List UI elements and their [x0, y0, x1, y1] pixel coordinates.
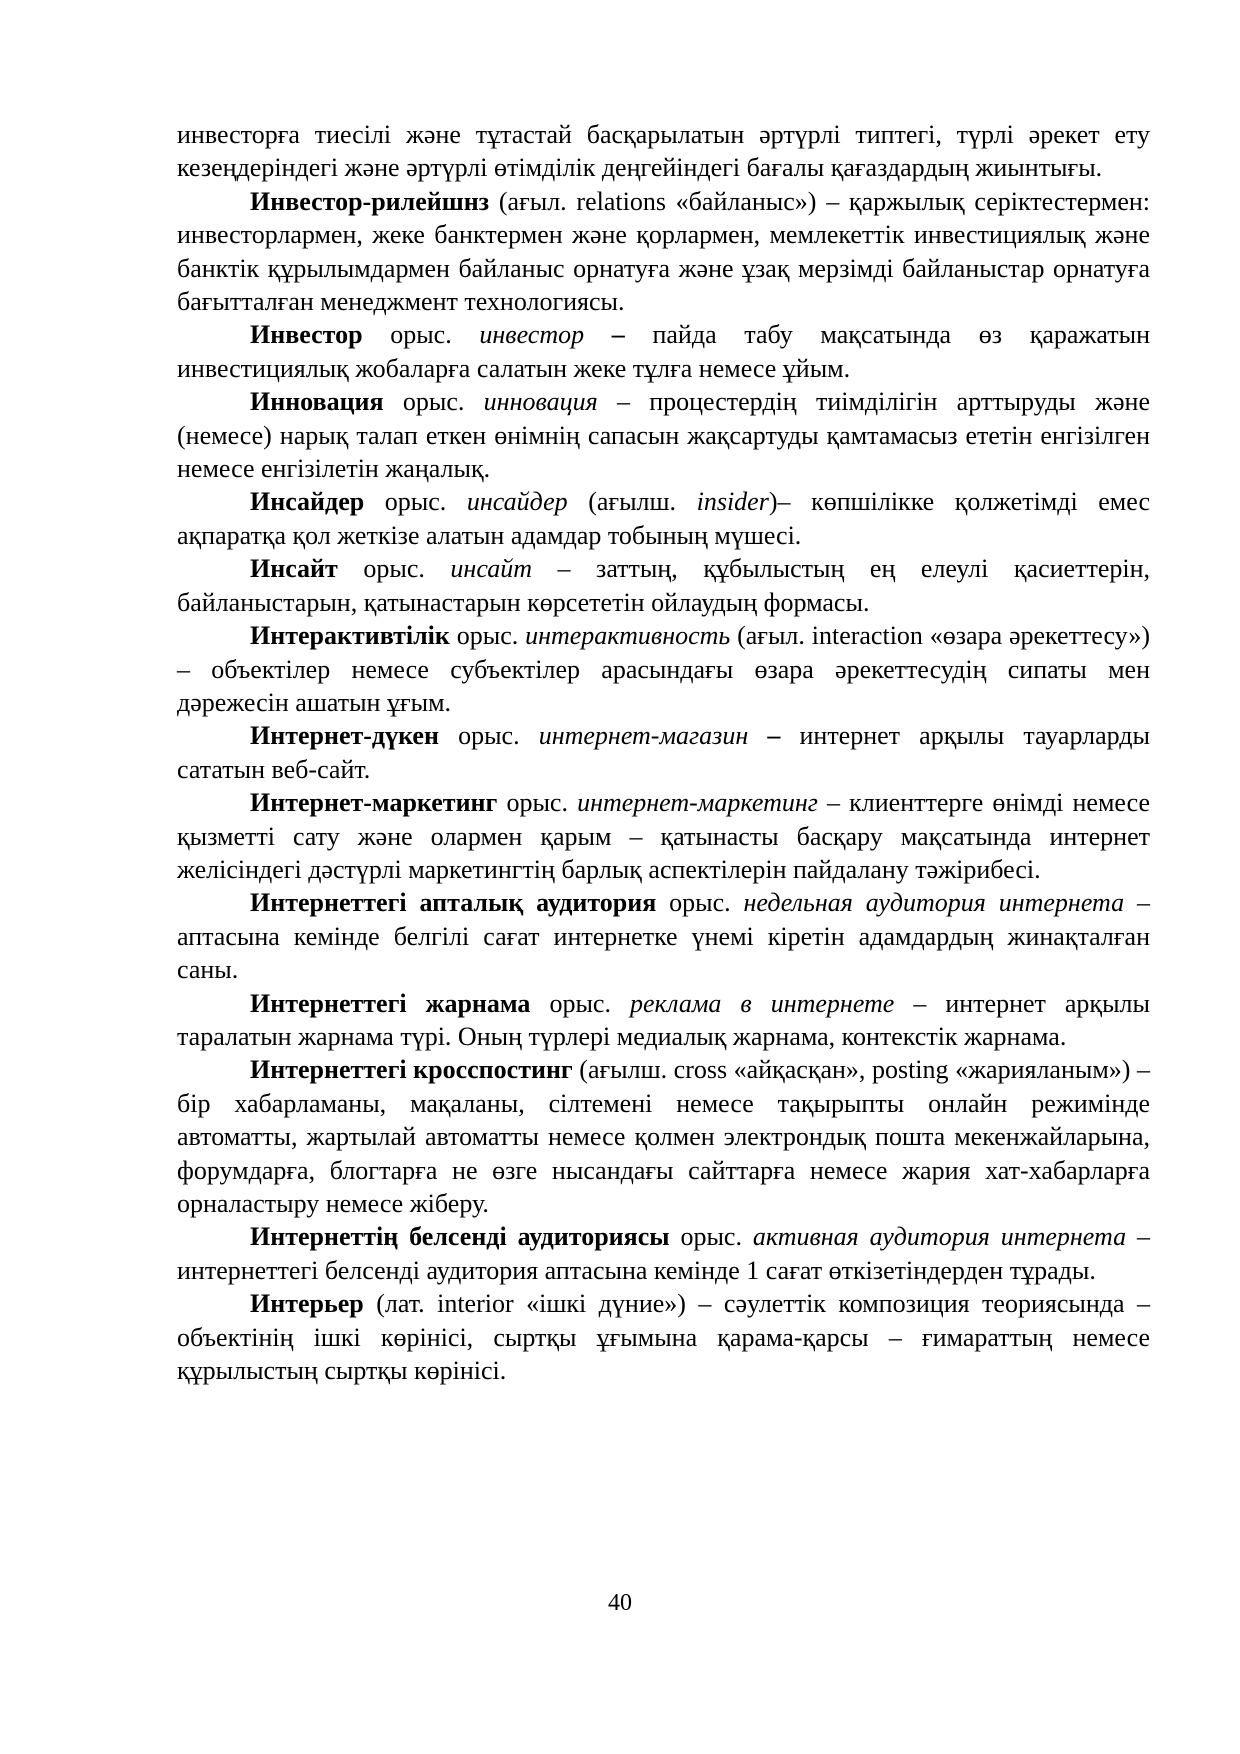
definition-text: орыс. — [669, 1222, 753, 1252]
bold-dash: – — [748, 721, 800, 751]
russian-equivalent: инвестор — [479, 320, 585, 350]
glossary-term: Интерьер — [250, 1289, 364, 1319]
glossary-term: Инвестор — [250, 320, 363, 350]
definition-text: орыс. — [383, 387, 484, 417]
intro-paragraph: инвесторға тиесілі және тұтастай басқарылатын әртүрлі типтегі, түрлі әрекет ету кезеңдеріндегі және әртүрлі өтімділік деңгейіндегі бағалы қағаздардың жиынтығы. — [177, 120, 1150, 183]
glossary-entry — [177, 485, 1150, 552]
russian-equivalent: недельная аудитория интернета — [743, 888, 1125, 918]
glossary-entry — [177, 619, 1150, 719]
definition-text: (ағылш. cross «айқасқан», posting «жарияланым») – бір хабарламаны, мақаланы, сілтемені немесе тақырыпты онлайн режимінде автоматты, жартылай автоматты немесе қолмен электрондық пошта мекенжайларына, форумдарға, блогтарға не өзге нысандағы сайттарға немесе жария хат-хабарларға орналастыру немесе жіберу. — [177, 1055, 1150, 1218]
definition-text: (ағылш. — [567, 487, 697, 517]
russian-equivalent: интернет-магазин — [538, 721, 749, 751]
russian-equivalent: интерактивность — [525, 621, 731, 651]
definition-text: орыс. — [530, 988, 630, 1018]
definition-text: орыс. — [656, 888, 744, 918]
definition-text: (ағыл. relations «байланыс») – қаржылық серіктестермен: инвесторлармен, жеке банктермен және қорлармен, мемлекеттік инвестициялық және банктік құрылымдармен байланыс орнатуға және ұзақ мерзімді байланыстар орнатуға бағытталған менеджмент технологиясы. — [177, 186, 1150, 317]
russian-equivalent: insider — [696, 487, 769, 517]
glossary-term: Инсайдер — [250, 487, 365, 517]
definition-text: – заттың, құбылыстың ең елеулі қасиеттерін, байланыстарын, қатынастарын көрсететін ойлаудың формасы. — [177, 554, 1150, 617]
glossary-entry — [177, 886, 1150, 986]
russian-equivalent: инсайдер — [466, 487, 568, 517]
definition-text: интернет арқылы тауарларды сататын веб-сайт. — [177, 721, 1150, 784]
russian-equivalent: инсайт — [450, 554, 532, 584]
definition-text: )– көпшілікке қолжетімді емес ақпаратқа қол жеткізе алатын адамдар тобының мүшесі. — [177, 487, 1150, 550]
bold-dash: – — [584, 320, 653, 350]
russian-equivalent: реклама в интернете — [629, 988, 895, 1018]
glossary-term: Интернеттегі кросспостинг — [250, 1055, 573, 1085]
definition-text: – процестердің тиімділігін арттыруды және (немесе) нарық талап еткен өнімнің сапасын жақсартуды қамтамасыз ететін енгізілген немесе енгізілетін жаңалық. — [177, 387, 1150, 484]
glossary-term: Интернет-дүкен — [250, 721, 439, 751]
glossary-term: Инсайт — [250, 554, 338, 584]
definition-text: орыс. — [364, 487, 467, 517]
glossary-term: Инновация — [250, 387, 384, 417]
glossary-body — [177, 118, 1150, 1387]
definition-text: орыс. — [438, 721, 539, 751]
definition-text: орыс. — [449, 621, 526, 651]
glossary-entry — [177, 185, 1150, 319]
glossary-term: Интернеттегі апталық аудитория — [250, 888, 657, 918]
glossary-entry — [177, 1053, 1150, 1220]
russian-equivalent: активная аудитория интернета — [752, 1222, 1127, 1252]
definition-text: – аптасына кемінде белгілі сағат интернетке үнемі кіретін адамдардың жинақталған саны. — [177, 888, 1150, 985]
page-number: 40 — [608, 1590, 632, 1616]
glossary-entry — [177, 987, 1150, 1054]
definition-text: – клиенттерге өнімді немесе қызметті сату және олармен қарым – қатынасты басқару мақсатында интернет желісіндегі дәстүрлі маркетингтің барлық аспектілерін пайдалану тәжірибесі. — [177, 788, 1150, 884]
definition-text: пайда табу мақсатында өз қаражатын инвестициялық жобаларға салатын жеке тұлға немесе ұйым. — [177, 320, 1151, 383]
glossary-term: Интернеттің белсенді аудиториясы — [250, 1222, 670, 1252]
glossary-term: Интернет-маркетинг — [250, 788, 498, 818]
definition-text: (ағыл. interaction «өзара әрекеттесу») – объектілер немесе субъектілер арасындағы өзара әрекеттесудің сипаты мен дәрежесін ашатын ұғым. — [177, 621, 1150, 717]
glossary-term: Интернеттегі жарнама — [250, 988, 531, 1018]
glossary-term: Интерактивтілік — [250, 621, 450, 651]
glossary-term: Инвестор-рилейшнз — [250, 186, 490, 216]
russian-equivalent: интернет-маркетинг — [577, 788, 818, 818]
glossary-entry — [177, 385, 1150, 485]
definition-text: – интернеттегі белсенді аудитория аптасына кемінде 1 сағат өткізетіндерден тұрады. — [177, 1222, 1150, 1285]
glossary-entry — [177, 1220, 1150, 1287]
definition-text: орыс. — [337, 554, 451, 584]
glossary-entry — [177, 318, 1150, 385]
glossary-entry — [177, 552, 1150, 619]
definition-text: орыс. — [362, 320, 480, 350]
glossary-entry — [177, 786, 1150, 886]
glossary-entry — [177, 719, 1150, 786]
definition-text: – интернет арқылы таралатын жарнама түрі. Оның түрлері медиалық жарнама, контекстік жарнама. — [177, 988, 1150, 1051]
russian-equivalent: инновация — [483, 387, 598, 417]
glossary-entry — [177, 1287, 1150, 1387]
definition-text: (лат. interior «ішкі дүние») – сәулеттік композиция теориясында – объектінің ішкі көрінісі, сыртқы ұғымына қарама-қарсы – ғимараттың немесе құрылыстың сыртқы көрінісі. — [177, 1289, 1150, 1386]
definition-text: орыс. — [497, 788, 578, 818]
